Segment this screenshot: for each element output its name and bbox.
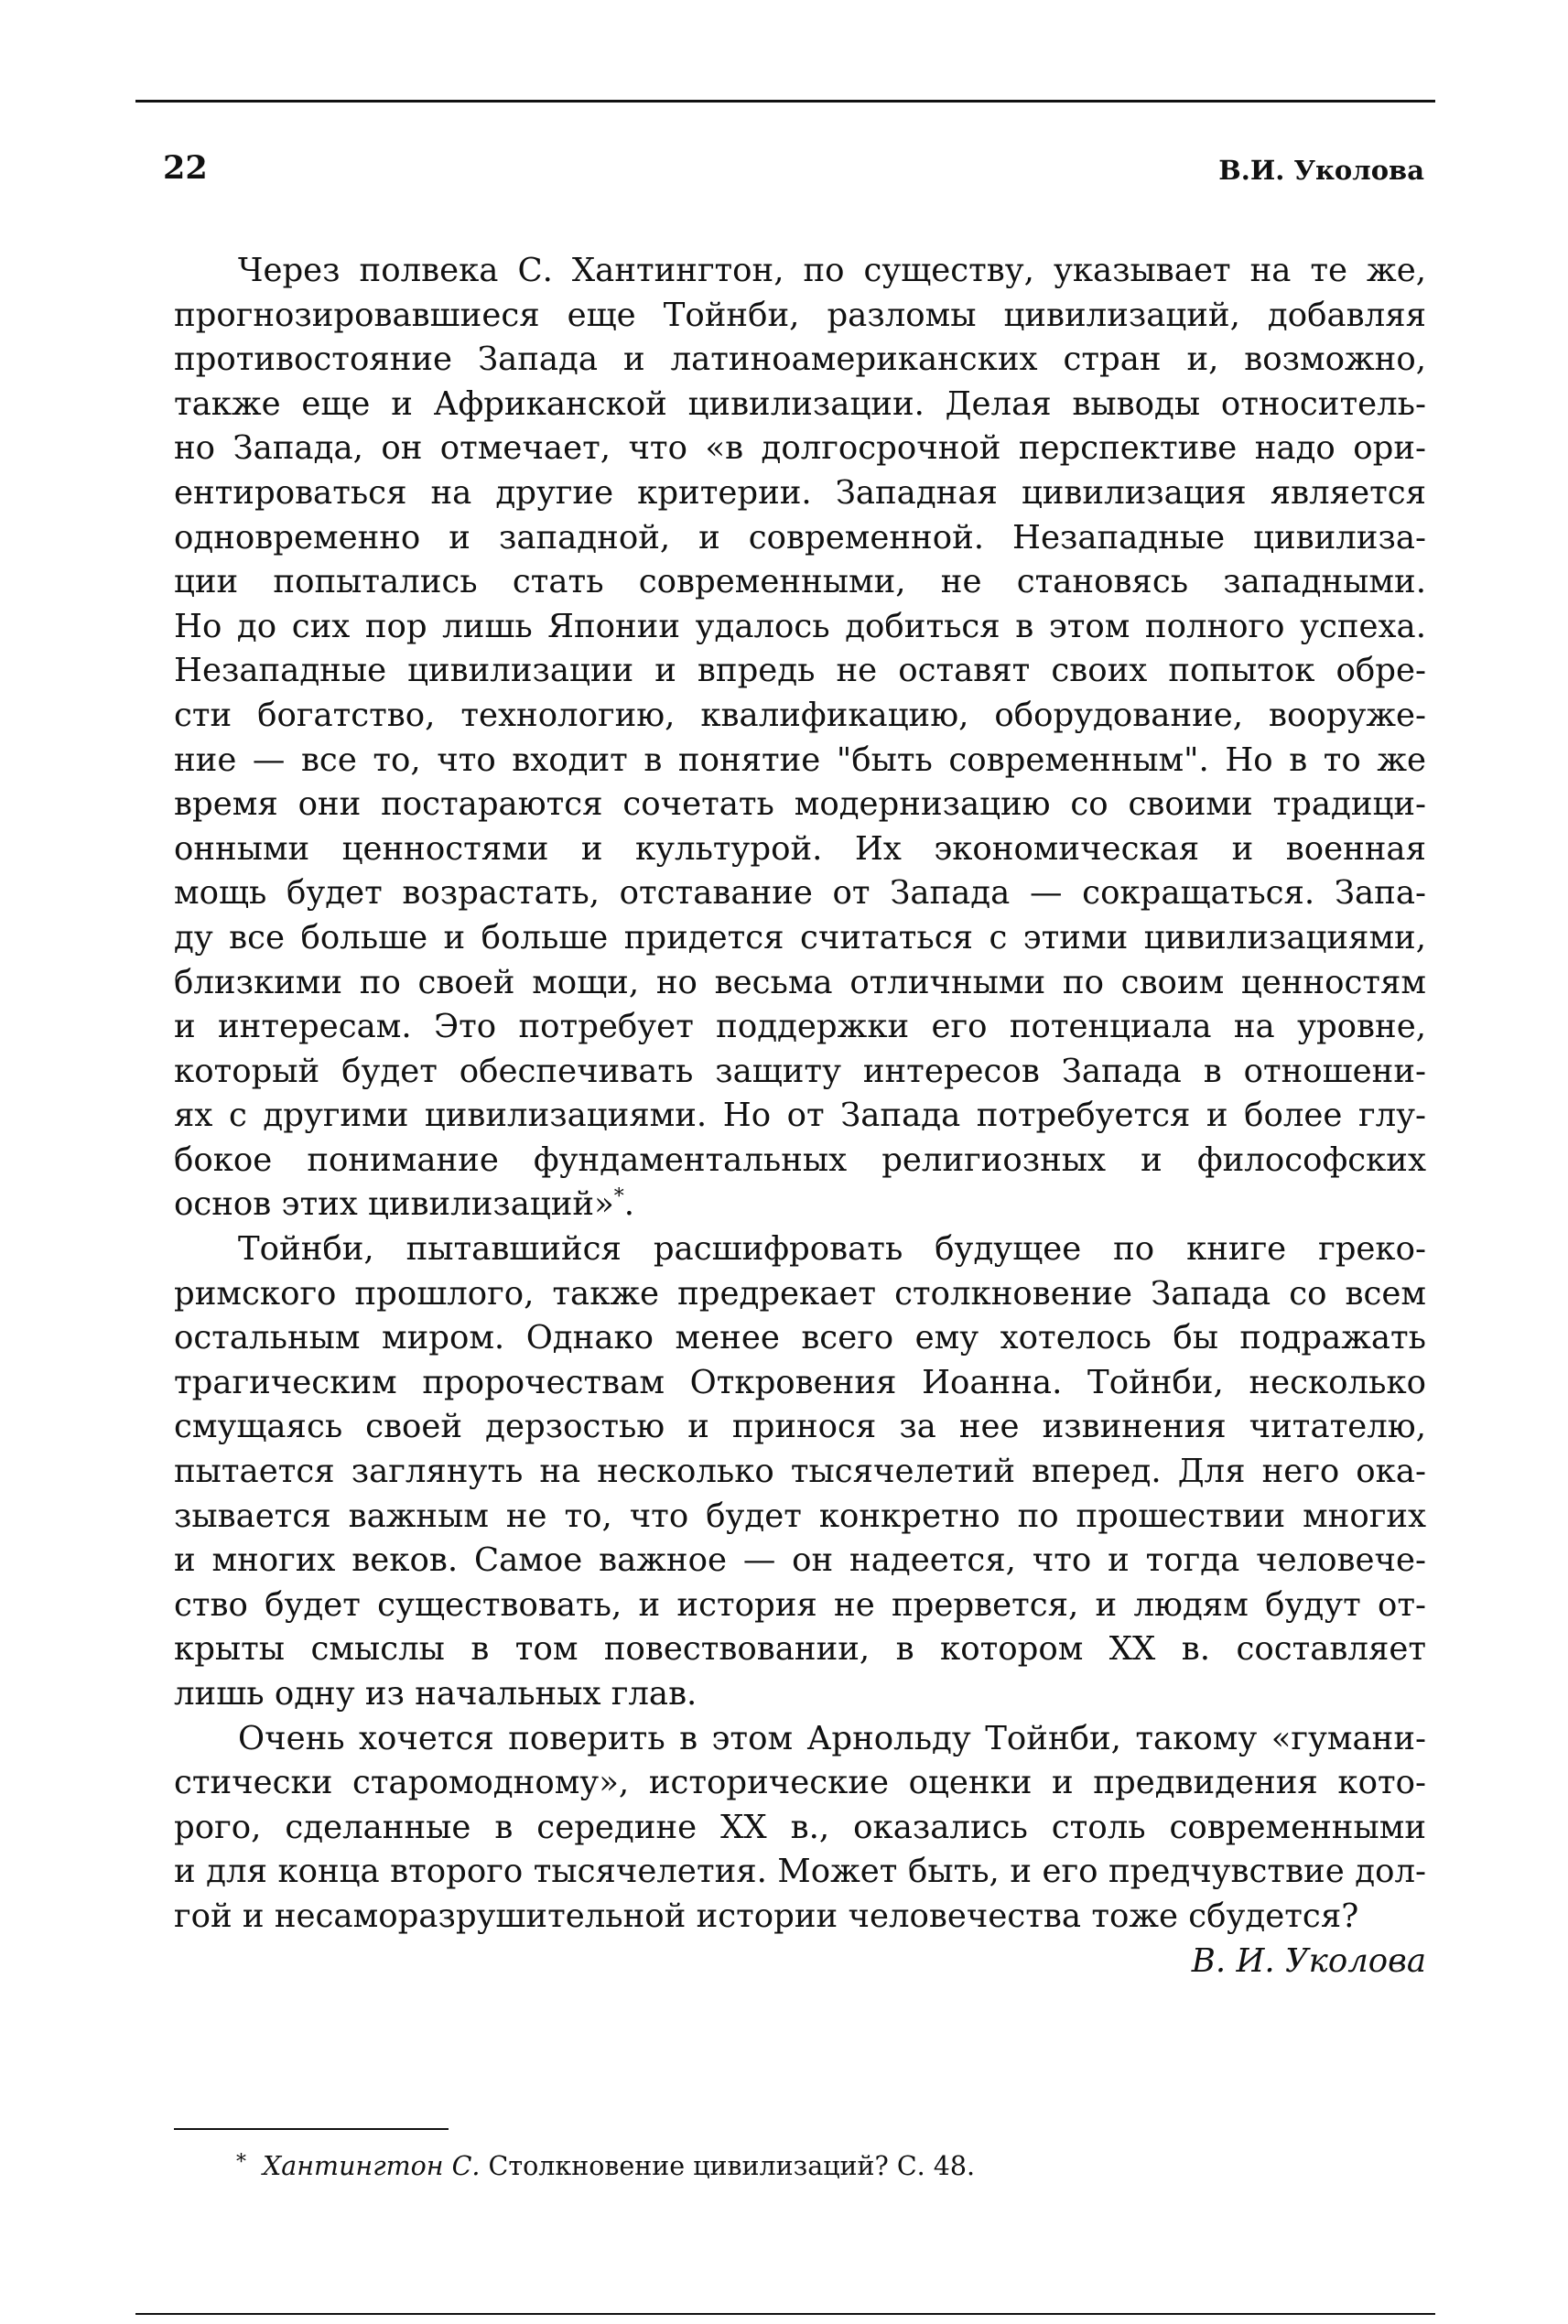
text-line: пытается заглянуть на несколько тысячелетий вперед. Для него ока- bbox=[174, 1453, 1426, 1491]
body-text bbox=[174, 249, 1426, 1984]
page-number: 22 bbox=[163, 149, 208, 187]
footnote-text: Столкновение цивилизаций? С. 48. bbox=[480, 2151, 976, 2181]
text-line: который будет обеспечивать защиту интересов Запада в отношени- bbox=[174, 1052, 1426, 1090]
text-line: Тойнби, пытавшийся расшифровать будущее по книге греко- bbox=[238, 1230, 1426, 1269]
text-line: ентироваться на другие критерии. Западная цивилизация является bbox=[174, 473, 1426, 512]
running-head: В.И. Уколова bbox=[1218, 155, 1424, 186]
text-line-last: лишь одну из начальных глав. bbox=[174, 1675, 697, 1713]
text-line: мощь будет возрастать, отставание от Запада — сокращаться. Запа- bbox=[174, 874, 1426, 913]
top-rule bbox=[135, 100, 1435, 103]
text-line: ду все больше и больше придется считаться с этими цивилизациями, bbox=[174, 918, 1426, 957]
text-line: бокое понимание фундаментальных религиозных и философских bbox=[174, 1140, 1426, 1179]
text-line: рого, сделанные в середине XX в., оказались столь современными bbox=[174, 1808, 1426, 1846]
text-line: смущаясь своей дерзостью и принося за нее извинения читателю, bbox=[174, 1408, 1426, 1446]
text-line: но Запада, он отмечает, что «в долгосрочной перспективе надо ори- bbox=[174, 429, 1426, 468]
text-line: ство будет существовать, и история не прервется, и людям будут от- bbox=[174, 1585, 1426, 1624]
text-line: Но до сих пор лишь Японии удалось добиться в этом полного успеха. bbox=[174, 607, 1426, 645]
text-line: Незападные цивилизации и впредь не оставят своих попыток обре- bbox=[174, 652, 1426, 690]
footnote-rule bbox=[174, 2128, 449, 2130]
text-line-last bbox=[174, 1183, 1426, 1227]
text-line: близкими по своей мощи, но весьма отличными по своим ценностям bbox=[174, 963, 1426, 1001]
text-line: остальным миром. Однако менее всего ему хотелось бы подражать bbox=[174, 1319, 1426, 1357]
text-line: и интересам. Это потребует поддержки его потенциала на уровне, bbox=[174, 1008, 1426, 1046]
text-fragment: основ этих цивилизаций» bbox=[174, 1185, 614, 1224]
bottom-rule bbox=[135, 2313, 1435, 2315]
text-line: ях с другими цивилизациями. Но от Запада потребуется и более глу- bbox=[174, 1097, 1426, 1135]
footnote bbox=[236, 2151, 975, 2182]
text-line: зывается важным не то, что будет конкретно по прошествии многих bbox=[174, 1497, 1426, 1535]
text-line: римского прошлого, также предрекает столкновение Запада со всем bbox=[174, 1274, 1426, 1313]
text-fragment: . bbox=[623, 1185, 635, 1224]
footnote-marker: * bbox=[236, 2151, 246, 2174]
text-line: противостояние Запада и латиноамериканских стран и, возможно, bbox=[174, 340, 1426, 379]
text-line: ции попытались стать современными, не становясь западными. bbox=[174, 563, 1426, 601]
footnote-author: Хантингтон С. bbox=[263, 2151, 481, 2181]
text-line: Через полвека С. Хантингтон, по существу, указывает на те же, bbox=[238, 252, 1426, 289]
text-line: стически старомодному», исторические оценки и предвидения кото- bbox=[174, 1764, 1426, 1802]
text-line: сти богатство, технологию, квалификацию, оборудование, вооруже- bbox=[174, 696, 1426, 734]
author-signature: В. И. Уколова bbox=[1191, 1941, 1426, 1980]
text-line: Очень хочется поверить в этом Арнольду Тойнби, такому «гумани- bbox=[238, 1719, 1426, 1757]
text-line: и для конца второго тысячелетия. Может быть, и его предчувствие дол- bbox=[174, 1853, 1426, 1891]
text-line: прогнозировавшиеся еще Тойнби, разломы цивилизаций, добавляя bbox=[174, 296, 1426, 334]
text-line: время они постараются сочетать модернизацию со своими традици- bbox=[174, 785, 1426, 824]
text-line: ние — все то, что входит в понятие "быть современным". Но в то же bbox=[174, 740, 1426, 779]
text-line: также еще и Африканской цивилизации. Делая выводы относитель- bbox=[174, 384, 1426, 423]
text-line: и многих веков. Самое важное — он надеется, что и тогда человече- bbox=[174, 1541, 1426, 1580]
text-line: крыты смыслы в том повествовании, в котором XX в. составляет bbox=[174, 1630, 1426, 1669]
text-line: одновременно и западной, и современной. Незападные цивилиза- bbox=[174, 518, 1426, 557]
text-line-last: гой и несаморазрушительной истории человечества тоже сбудется? bbox=[174, 1897, 1359, 1935]
text-line: онными ценностями и культурой. Их экономическая и военная bbox=[174, 829, 1426, 868]
text-line: трагическим пророчествам Откровения Иоанна. Тойнби, несколько bbox=[174, 1363, 1426, 1401]
footnote-reference: * bbox=[613, 1185, 624, 1209]
